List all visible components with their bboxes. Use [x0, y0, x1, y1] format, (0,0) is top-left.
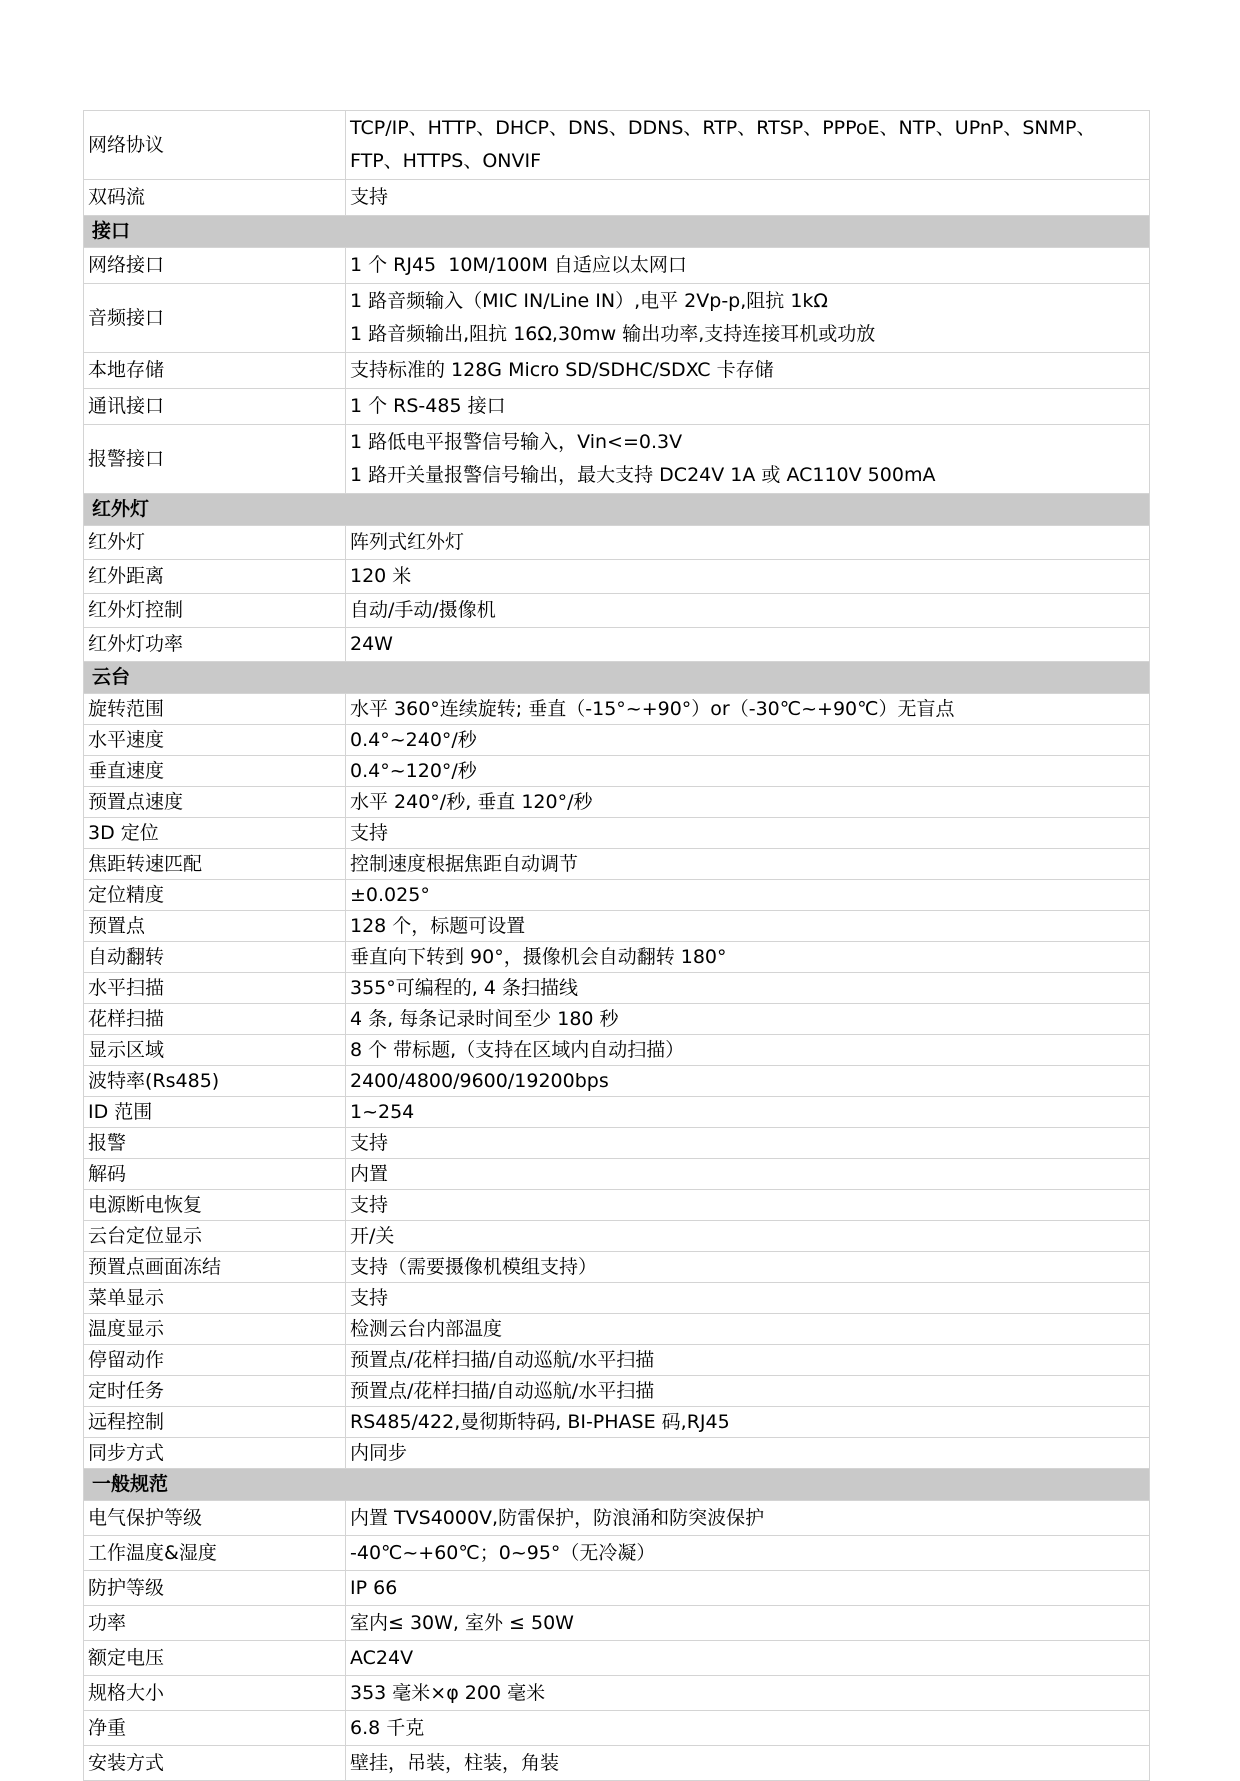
spec-value-line: 内同步: [350, 1442, 408, 1464]
spec-row: [84, 594, 1150, 628]
spec-value-line: 室内≤ 30W, 室外 ≤ 50W: [350, 1612, 574, 1634]
spec-label: 远程控制: [84, 1407, 346, 1438]
spec-value-line: 支持: [350, 1132, 389, 1154]
spec-value: [346, 942, 1150, 973]
spec-value: [346, 911, 1150, 942]
spec-row: [84, 1676, 1150, 1711]
spec-label: 电源断电恢复: [84, 1190, 346, 1221]
spec-value: [346, 1190, 1150, 1221]
spec-label: 温度显示: [84, 1314, 346, 1345]
spec-row: [84, 911, 1150, 942]
spec-value: [346, 880, 1150, 911]
spec-value: [346, 973, 1150, 1004]
section-header-row: [84, 494, 1150, 526]
spec-value: [346, 1314, 1150, 1345]
spec-table: [83, 110, 1150, 1781]
spec-label: 通讯接口: [84, 389, 346, 425]
spec-row: [84, 425, 1150, 494]
spec-value: [346, 787, 1150, 818]
spec-value-line: 水平 240°/秒, 垂直 120°/秒: [350, 791, 593, 813]
spec-label: 焦距转速匹配: [84, 849, 346, 880]
section-header-label: 云台: [84, 662, 1150, 694]
section-header-label: 一般规范: [84, 1469, 1150, 1501]
spec-label: 解码: [84, 1159, 346, 1190]
spec-value: [346, 560, 1150, 594]
spec-value-line: RS485/422,曼彻斯特码, BI-PHASE 码,RJ45: [350, 1411, 730, 1433]
spec-label: 本地存储: [84, 353, 346, 389]
spec-label: 预置点画面冻结: [84, 1252, 346, 1283]
section-header-label: 接口: [84, 216, 1150, 248]
spec-label: 水平速度: [84, 725, 346, 756]
spec-row: [84, 389, 1150, 425]
spec-label: 网络协议: [84, 111, 346, 180]
spec-label: 报警接口: [84, 425, 346, 494]
spec-label: 菜单显示: [84, 1283, 346, 1314]
spec-row: [84, 1501, 1150, 1536]
spec-value-line: 128 个，标题可设置: [350, 915, 526, 937]
spec-label: 水平扫描: [84, 973, 346, 1004]
spec-value-line: 内置 TVS4000V,防雷保护，防浪涌和防突波保护: [350, 1507, 765, 1529]
spec-value-line: TCP/IP、HTTP、DHCP、DNS、DDNS、RTP、RTSP、PPPoE、NTP、UPnP、SNMP、FTP、HTTPS、ONVIF: [350, 117, 1096, 172]
spec-value: [346, 1606, 1150, 1641]
spec-row: [84, 973, 1150, 1004]
spec-label: 红外灯: [84, 526, 346, 560]
spec-value-line: -40℃~+60℃；0~95°（无冷凝）: [350, 1542, 656, 1564]
spec-value: [346, 1571, 1150, 1606]
spec-row: [84, 1035, 1150, 1066]
spec-value-line: 8 个 带标题,（支持在区域内自动扫描）: [350, 1039, 685, 1061]
spec-row: [84, 180, 1150, 216]
spec-table-body: [84, 111, 1150, 1781]
spec-row: [84, 1221, 1150, 1252]
spec-value: [346, 1407, 1150, 1438]
spec-row: [84, 1097, 1150, 1128]
spec-value-line: 1 路音频输入（MIC IN/Line IN）,电平 2Vp-p,阻抗 1kΩ: [350, 290, 828, 312]
spec-value: [346, 1641, 1150, 1676]
spec-row: [84, 1571, 1150, 1606]
spec-value: [346, 180, 1150, 216]
spec-label: 功率: [84, 1606, 346, 1641]
spec-row: [84, 1746, 1150, 1781]
spec-value-line: 支持: [350, 186, 389, 208]
spec-value: [346, 1035, 1150, 1066]
spec-value: [346, 1066, 1150, 1097]
spec-value-line: 支持标准的 128G Micro SD/SDHC/SDXC 卡存储: [350, 359, 774, 381]
spec-label: 云台定位显示: [84, 1221, 346, 1252]
spec-value: [346, 1376, 1150, 1407]
spec-value-line: 阵列式红外灯: [350, 531, 465, 553]
spec-label: 规格大小: [84, 1676, 346, 1711]
spec-value: [346, 1159, 1150, 1190]
spec-value-line: 1 路低电平报警信号输入，Vin<=0.3V: [350, 431, 683, 453]
spec-label: 同步方式: [84, 1438, 346, 1469]
spec-label: 定位精度: [84, 880, 346, 911]
spec-value-line: 支持: [350, 1287, 389, 1309]
spec-value: [346, 818, 1150, 849]
spec-value: [346, 628, 1150, 662]
spec-value: [346, 1676, 1150, 1711]
spec-label: 显示区域: [84, 1035, 346, 1066]
spec-label: 旋转范围: [84, 694, 346, 725]
spec-row: [84, 353, 1150, 389]
spec-row: [84, 1606, 1150, 1641]
spec-value-line: AC24V: [350, 1647, 414, 1669]
spec-label: 预置点速度: [84, 787, 346, 818]
spec-label: 停留动作: [84, 1345, 346, 1376]
spec-label: 垂直速度: [84, 756, 346, 787]
spec-label: 安装方式: [84, 1746, 346, 1781]
spec-value: [346, 756, 1150, 787]
spec-value: [346, 284, 1150, 353]
spec-row: [84, 1159, 1150, 1190]
spec-row: [84, 787, 1150, 818]
spec-label: ID 范围: [84, 1097, 346, 1128]
spec-value: [346, 1746, 1150, 1781]
spec-value-line: 1 个 RS-485 接口: [350, 395, 506, 417]
spec-value-line: IP 66: [350, 1577, 398, 1599]
spec-value-line: 353 毫米×φ 200 毫米: [350, 1682, 546, 1704]
spec-row: [84, 1066, 1150, 1097]
spec-row: [84, 1190, 1150, 1221]
spec-value: [346, 1004, 1150, 1035]
spec-value: [346, 1128, 1150, 1159]
section-header-label: 红外灯: [84, 494, 1150, 526]
spec-row: [84, 694, 1150, 725]
spec-value: [346, 594, 1150, 628]
spec-value-line: 支持: [350, 822, 389, 844]
spec-value: [346, 425, 1150, 494]
spec-label: 电气保护等级: [84, 1501, 346, 1536]
spec-label: 自动翻转: [84, 942, 346, 973]
spec-value: [346, 526, 1150, 560]
spec-value-line: ±0.025°: [350, 884, 430, 906]
spec-row: [84, 818, 1150, 849]
spec-row: [84, 1376, 1150, 1407]
spec-label: 额定电压: [84, 1641, 346, 1676]
spec-row: [84, 1438, 1150, 1469]
spec-label: 红外距离: [84, 560, 346, 594]
spec-row: [84, 756, 1150, 787]
spec-label: 防护等级: [84, 1571, 346, 1606]
spec-row: [84, 725, 1150, 756]
spec-value: [346, 1221, 1150, 1252]
spec-label: 花样扫描: [84, 1004, 346, 1035]
spec-row: [84, 284, 1150, 353]
spec-row: [84, 1641, 1150, 1676]
spec-row: [84, 111, 1150, 180]
spec-value-line: 检测云台内部温度: [350, 1318, 503, 1340]
spec-row: [84, 942, 1150, 973]
spec-value: [346, 1536, 1150, 1571]
section-header-row: [84, 216, 1150, 248]
spec-value-line: 1 个 RJ45 10M/100M 自适应以太网口: [350, 254, 687, 276]
spec-value: [346, 1438, 1150, 1469]
section-header-row: [84, 662, 1150, 694]
section-header-row: [84, 1469, 1150, 1501]
spec-value-line: 1 路音频输出,阻抗 16Ω,30mw 输出功率,支持连接耳机或功放: [350, 323, 876, 345]
spec-label: 工作温度&湿度: [84, 1536, 346, 1571]
spec-row: [84, 560, 1150, 594]
spec-label: 红外灯功率: [84, 628, 346, 662]
spec-value-line: 1 路开关量报警信号输出，最大支持 DC24V 1A 或 AC110V 500mA: [350, 464, 936, 486]
spec-value-line: 120 米: [350, 565, 412, 587]
spec-value-line: 壁挂，吊装，柱装，角装: [350, 1752, 560, 1774]
spec-value-line: 垂直向下转到 90°，摄像机会自动翻转 180°: [350, 946, 727, 968]
spec-value-line: 2400/4800/9600/19200bps: [350, 1070, 609, 1092]
spec-label: 音频接口: [84, 284, 346, 353]
spec-label: 3D 定位: [84, 818, 346, 849]
spec-value: [346, 353, 1150, 389]
spec-row: [84, 526, 1150, 560]
spec-row: [84, 628, 1150, 662]
spec-value: [346, 248, 1150, 284]
spec-row: [84, 1536, 1150, 1571]
spec-value: [346, 1501, 1150, 1536]
spec-value-line: 1~254: [350, 1101, 415, 1123]
spec-value-line: 355°可编程的, 4 条扫描线: [350, 977, 578, 999]
spec-row: [84, 248, 1150, 284]
spec-label: 双码流: [84, 180, 346, 216]
spec-value: [346, 1283, 1150, 1314]
spec-label: 波特率(Rs485): [84, 1066, 346, 1097]
spec-row: [84, 1128, 1150, 1159]
spec-value-line: 开/关: [350, 1225, 395, 1247]
spec-label: 红外灯控制: [84, 594, 346, 628]
spec-row: [84, 1252, 1150, 1283]
spec-value-line: 自动/手动/摄像机: [350, 599, 496, 621]
spec-value-line: 预置点/花样扫描/自动巡航/水平扫描: [350, 1349, 655, 1371]
spec-value: [346, 389, 1150, 425]
spec-value-line: 4 条, 每条记录时间至少 180 秒: [350, 1008, 619, 1030]
spec-value-line: 内置: [350, 1163, 389, 1185]
spec-value-line: 支持（需要摄像机模组支持）: [350, 1256, 598, 1278]
spec-row: [84, 1345, 1150, 1376]
spec-row: [84, 1314, 1150, 1345]
spec-value: [346, 1252, 1150, 1283]
spec-value: [346, 1345, 1150, 1376]
spec-label: 预置点: [84, 911, 346, 942]
spec-label: 净重: [84, 1711, 346, 1746]
spec-value: [346, 849, 1150, 880]
spec-row: [84, 1711, 1150, 1746]
spec-value-line: 水平 360°连续旋转; 垂直（-15°~+90°）or（-30℃~+90℃）无盲点: [350, 698, 955, 720]
spec-label: 报警: [84, 1128, 346, 1159]
spec-value: [346, 725, 1150, 756]
spec-value-line: 支持: [350, 1194, 389, 1216]
spec-row: [84, 1407, 1150, 1438]
spec-value-line: 24W: [350, 633, 393, 655]
spec-label: 网络接口: [84, 248, 346, 284]
spec-value: [346, 694, 1150, 725]
spec-row: [84, 1004, 1150, 1035]
spec-value-line: 6.8 千克: [350, 1717, 425, 1739]
spec-row: [84, 1283, 1150, 1314]
spec-value-line: 控制速度根据焦距自动调节: [350, 853, 579, 875]
spec-label: 定时任务: [84, 1376, 346, 1407]
spec-value: [346, 111, 1150, 180]
spec-value: [346, 1711, 1150, 1746]
spec-row: [84, 880, 1150, 911]
spec-value-line: 0.4°~120°/秒: [350, 760, 477, 782]
spec-row: [84, 849, 1150, 880]
spec-value-line: 0.4°~240°/秒: [350, 729, 477, 751]
spec-value: [346, 1097, 1150, 1128]
spec-value-line: 预置点/花样扫描/自动巡航/水平扫描: [350, 1380, 655, 1402]
